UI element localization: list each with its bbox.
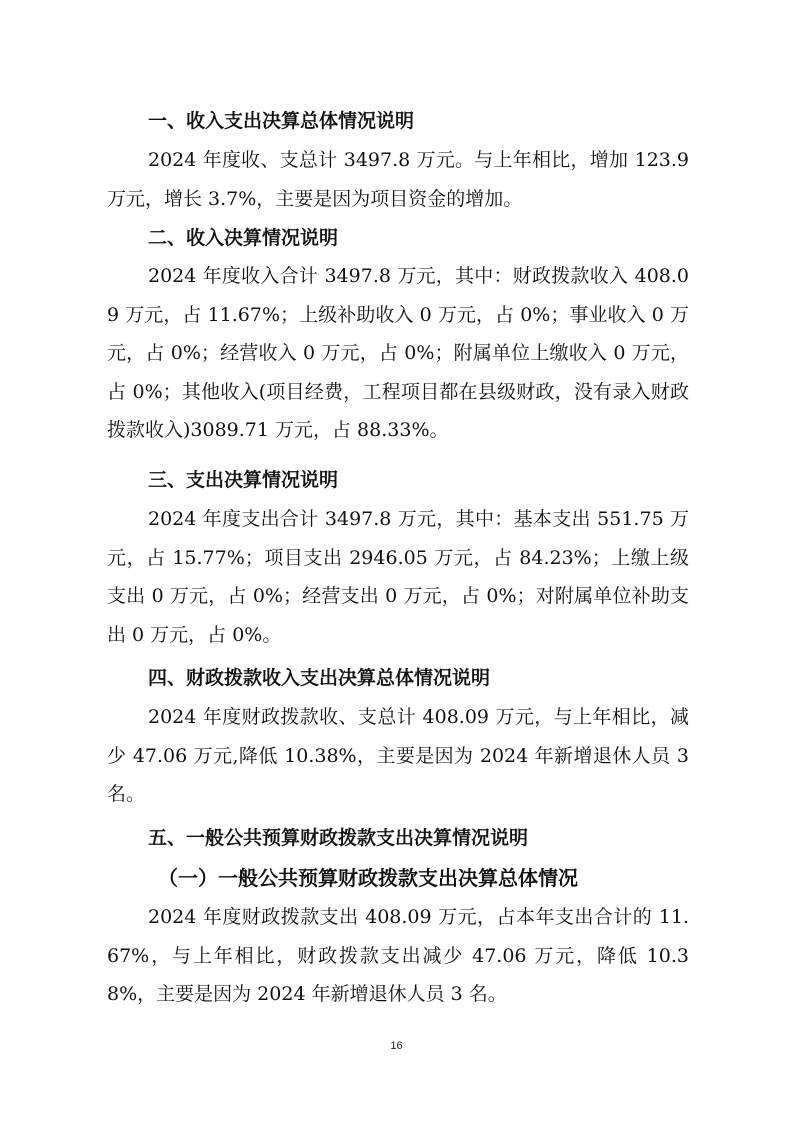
section-paragraph-2: 2024 年度收入合计 3497.8 万元，其中：财政拨款收入 408.09 万元，占 11.67%；上级补助收入 0 万元，占 0%；事业收入 0 万元，占 0%；经营收入 0 万元，占 0%；附属单位上缴收入 0 万元，占 0%；其他收入(项目经费，工程项目都在县级财政，没有录入财政拨款收入)3089.71 万元，占 88.33%。 xyxy=(107,265,689,441)
section-paragraph-3: 2024 年度支出合计 3497.8 万元，其中：基本支出 551.75 万元，占 15.77%；项目支出 2946.05 万元，占 84.23%；上缴上级支出 0 万元，占 0%；经营支出 0 万元，占 0%；对附属单位补助支出 0 万元，占 0%。 xyxy=(107,508,689,646)
section-paragraph-1: 2024 年度收、支总计 3497.8 万元。与上年相比，增加 123.9 万元，增长 3.7%，主要是因为项目资金的增加。 xyxy=(107,149,689,210)
section-heading-5: 五、一般公共预算财政拨款支出决算情况说明 xyxy=(148,827,529,849)
section-subheading-5-1: （一）一般公共预算财政拨款支出决算总体情况 xyxy=(158,866,578,890)
section-paragraph-5: 2024 年度财政拨款支出 408.09 万元，占本年支出合计的 11.67%，与上年相比，财政拨款支出减少 47.06 万元，降低 10.38%，主要是因为 2024 年新增退休人员 3 名。 xyxy=(107,906,689,1005)
page-number: 16 xyxy=(390,1040,403,1052)
section-paragraph-4: 2024 年度财政拨款收、支总计 408.09 万元，与上年相比，减少 47.06 万元,降低 10.38%，主要是因为 2024 年新增退休人员 3 名。 xyxy=(107,706,689,805)
section-heading-1: 一、收入支出决算总体情况说明 xyxy=(148,110,415,132)
section-heading-2: 二、收入决算情况说明 xyxy=(148,227,339,249)
section-heading-4: 四、财政拨款收入支出决算总体情况说明 xyxy=(148,667,491,689)
section-heading-3: 三、支出决算情况说明 xyxy=(148,469,339,491)
